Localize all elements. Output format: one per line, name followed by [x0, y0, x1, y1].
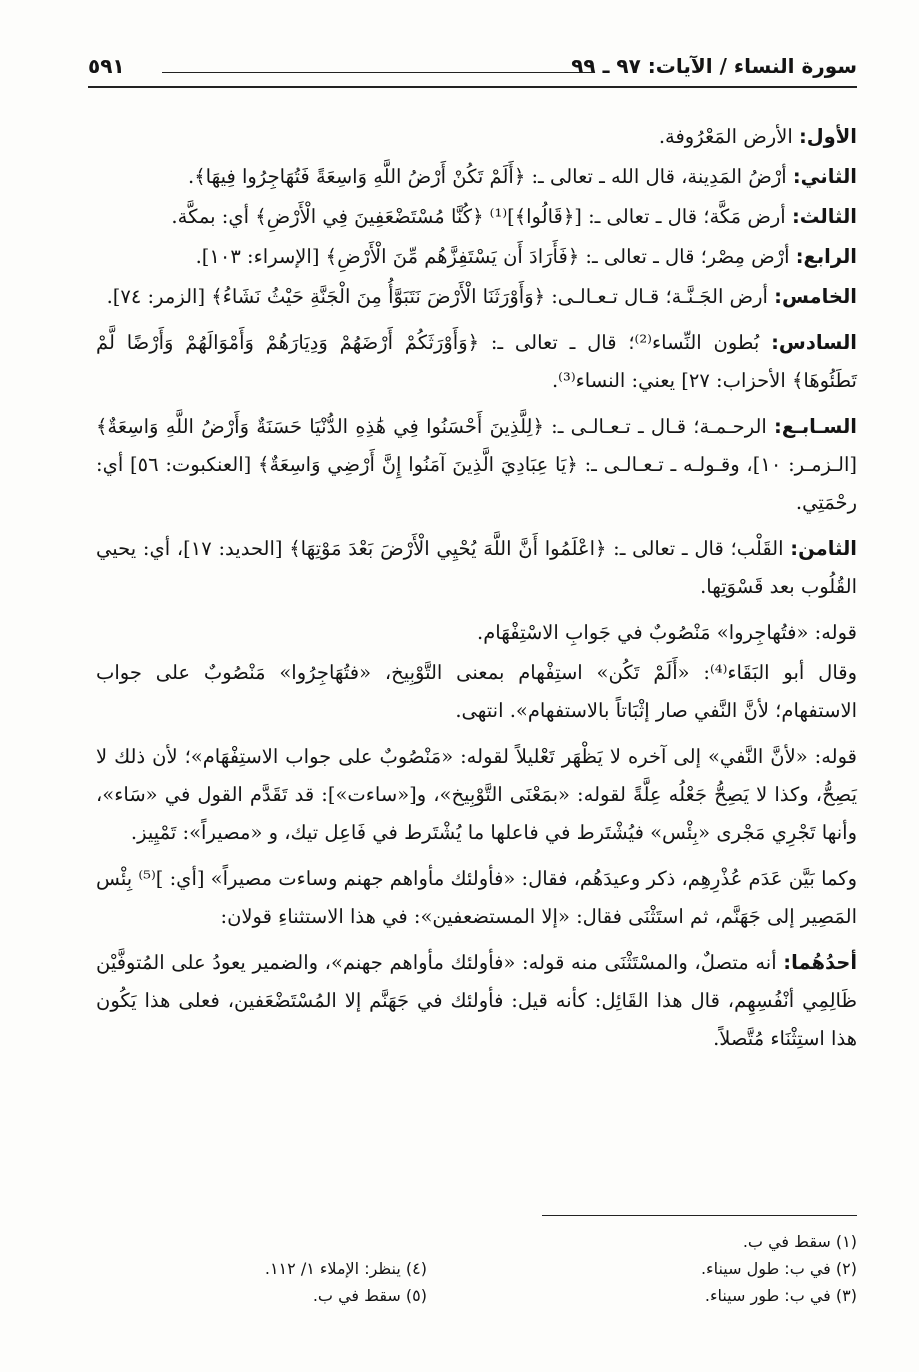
page-number: ٥٩١: [88, 54, 125, 78]
paragraph-text: أرْضُ المَدِينة، قال الله ـ تعالى ـ: ﴿أَلَمْ تَكُنْ أَرْضُ اللَّهِ وَاسِعَةً فَتُهَاجِرُوا فِيهَا﴾.: [188, 165, 793, 188]
paragraph-text: الأرض المَعْرُوفة.: [658, 125, 799, 148]
paragraph: [96, 324, 857, 400]
footnote: (١) سقط في ب.: [742, 1232, 857, 1251]
paragraph-label: أحدُهُما:: [783, 951, 857, 974]
paragraph-text: وقال أبو البَقَاء⁽⁴⁾: «أَلَمْ تَكُن» استِفْهام بمعنى التَّوْبِيخ، «فتُهَاجِرُوا» مَنْصُوبٌ على جواب الاستفهام؛ لأنَّ النَّفي صار إثْبَاتاً بالاستفهام». انتهى.: [96, 661, 857, 722]
footnote-rule: [542, 1215, 857, 1216]
paragraph: [96, 654, 857, 730]
paragraph-label: السادس:: [771, 331, 857, 354]
page-header: [88, 46, 857, 88]
paragraph-text: أرض الجَـنَّـة؛ قـال تـعـالـى: ﴿وَأَوْرَثَنَا الْأَرْضَ نَتَبَوَّأُ مِنَ الْجَنَّةِ حَيْثُ نَشَاءُ﴾ [الزمر: ٧٤].: [106, 285, 775, 308]
running-title: سورة النساء / الآيات: ٩٧ ـ ٩٩: [571, 54, 857, 78]
paragraph-label: الثامن:: [790, 537, 857, 560]
paragraph-text: أرْض مِصْر؛ قال ـ تعالى ـ: ﴿فَأَرَادَ أَن يَسْتَفِزَّهُم مِّنَ الْأَرْضِ﴾ [الإسراء: ١٠٣].: [195, 245, 796, 268]
paragraph-label: الثاني:: [792, 165, 857, 188]
paragraph-text: أنه متصلٌ، والمسْتَثْنَى منه قوله: «فأولئك مأواهم جهنم»، والضمير يعودُ على المُتوفَّيْن ظَالِمِي أنْفُسِهِم، قال هذا القَائِل: كأنه قيل: فأولئك في جَهَنَّم إلا المُسْتَضْعَفين، فعلى هذا يَكُون هذا استِثْنَاء مُتَّصلاً.: [96, 951, 857, 1050]
footnote-column-right: [477, 1228, 857, 1309]
footnote: (٤) ينظر: الإملاء ١/ ١١٢.: [264, 1259, 427, 1278]
paragraph-label: الرابع:: [795, 245, 857, 268]
paragraph-label: السـابـع:: [774, 415, 857, 438]
paragraph-text: قوله: «لأنَّ النَّفي» إلى آخره لا يَظْهَر تَعْليلاً لقوله: «مَنْصُوبٌ على جواب الاستِفْهَام»؛ لأن ذلك لا يَصِحُّ، وكذا لا يَصِحُّ جَعْلُه عِلَّةً لقوله: «بمَعْنَى التَّوْبِيخ»، و[«ساءت»]: قد تَقَدَّم القول في «سَاء»، وأنها تَجْرِي مَجْرى «بِئْس» فيُشْتَرط في فاعلها ما يُشْتَرط في فَاعِل تيك، و «مصيراً»: تَمْيِيز.: [96, 745, 857, 844]
paragraph-text: الرحـمـة؛ قـال ـ تـعـالـى ـ: ﴿لِلَّذِينَ أَحْسَنُوا فِي هَٰذِهِ الدُّنْيَا حَسَنَةٌ وَأَرْضُ اللَّهِ وَاسِعَةٌ﴾ [الـزمـر: ١٠]، وقـولـه ـ تـعـالـى ـ: ﴿يَا عِبَادِيَ الَّذِينَ آمَنُوا إِنَّ أَرْضِي وَاسِعَةٌ﴾ [العنكبوت: ٥٦] أي: رحْمَتِي.: [96, 415, 857, 514]
paragraph: [96, 238, 857, 276]
paragraph: [96, 408, 857, 522]
body-text: [96, 118, 857, 1066]
paragraph: [96, 614, 857, 652]
header-rule: [162, 72, 594, 73]
footnote: (٥) سقط في ب.: [312, 1286, 427, 1305]
footnote: (٣) في ب: طور سيناء.: [704, 1286, 857, 1305]
paragraph-label: الخامس:: [774, 285, 857, 308]
paragraph: [96, 278, 857, 316]
paragraph-text: قوله: «فتُهاجِروا» مَنْصُوبٌ في جَوابِ الاسْتِفْهَام.: [477, 621, 857, 644]
paragraph-text: القَلْب؛ قال ـ تعالى ـ: ﴿اعْلَمُوا أَنَّ اللَّهَ يُحْيِي الْأَرْضَ بَعْدَ مَوْتِهَا﴾ [الحديد: ١٧]، أي: يحيي القُلُوب بعد قَسْوَتِها.: [96, 537, 857, 598]
paragraph: [96, 738, 857, 852]
paragraph-label: الأول:: [798, 125, 857, 148]
footnote-column-left: [47, 1255, 427, 1309]
paragraph-text: وكما بَيَّن عَدَم عُذْرِهِم، ذكر وعيدَهُم، فقال: «فأولئك مأواهم جهنم وساءت مصيراً» [أي: ]⁽⁵⁾ بِئْس المَصِير إلى جَهَنَّم، ثم استَثْنَى فقال: «إلا المستضعفين»: في هذا الاستثناءِ قولان:: [96, 867, 857, 928]
paragraph: [96, 530, 857, 606]
paragraph: [96, 158, 857, 196]
paragraph: [96, 860, 857, 936]
paragraph: [96, 944, 857, 1058]
paragraph-text: أرض مَكَّة؛ قال ـ تعالى ـ: [﴿قَالُوا﴾]⁽¹⁾ ﴿كُنَّا مُسْتَضْعَفِينَ فِي الْأَرْضِ﴾ أي: بمكَّة.: [171, 205, 792, 228]
paragraph: [96, 118, 857, 156]
paragraph-label: الثالث:: [791, 205, 857, 228]
footnote: (٢) في ب: طول سيناء.: [700, 1259, 857, 1278]
paragraph: [96, 198, 857, 236]
paragraph-text: بُطون النِّساء⁽²⁾؛ قال ـ تعالى ـ: ﴿وَأَوْرَثَكُمْ أَرْضَهُمْ وَدِيَارَهُمْ وَأَمْوَالَهُمْ وَأَرْضًا لَّمْ تَطَئُوهَا﴾ الأحزاب: ٢٧] يعني: النساء⁽³⁾.: [96, 331, 857, 392]
